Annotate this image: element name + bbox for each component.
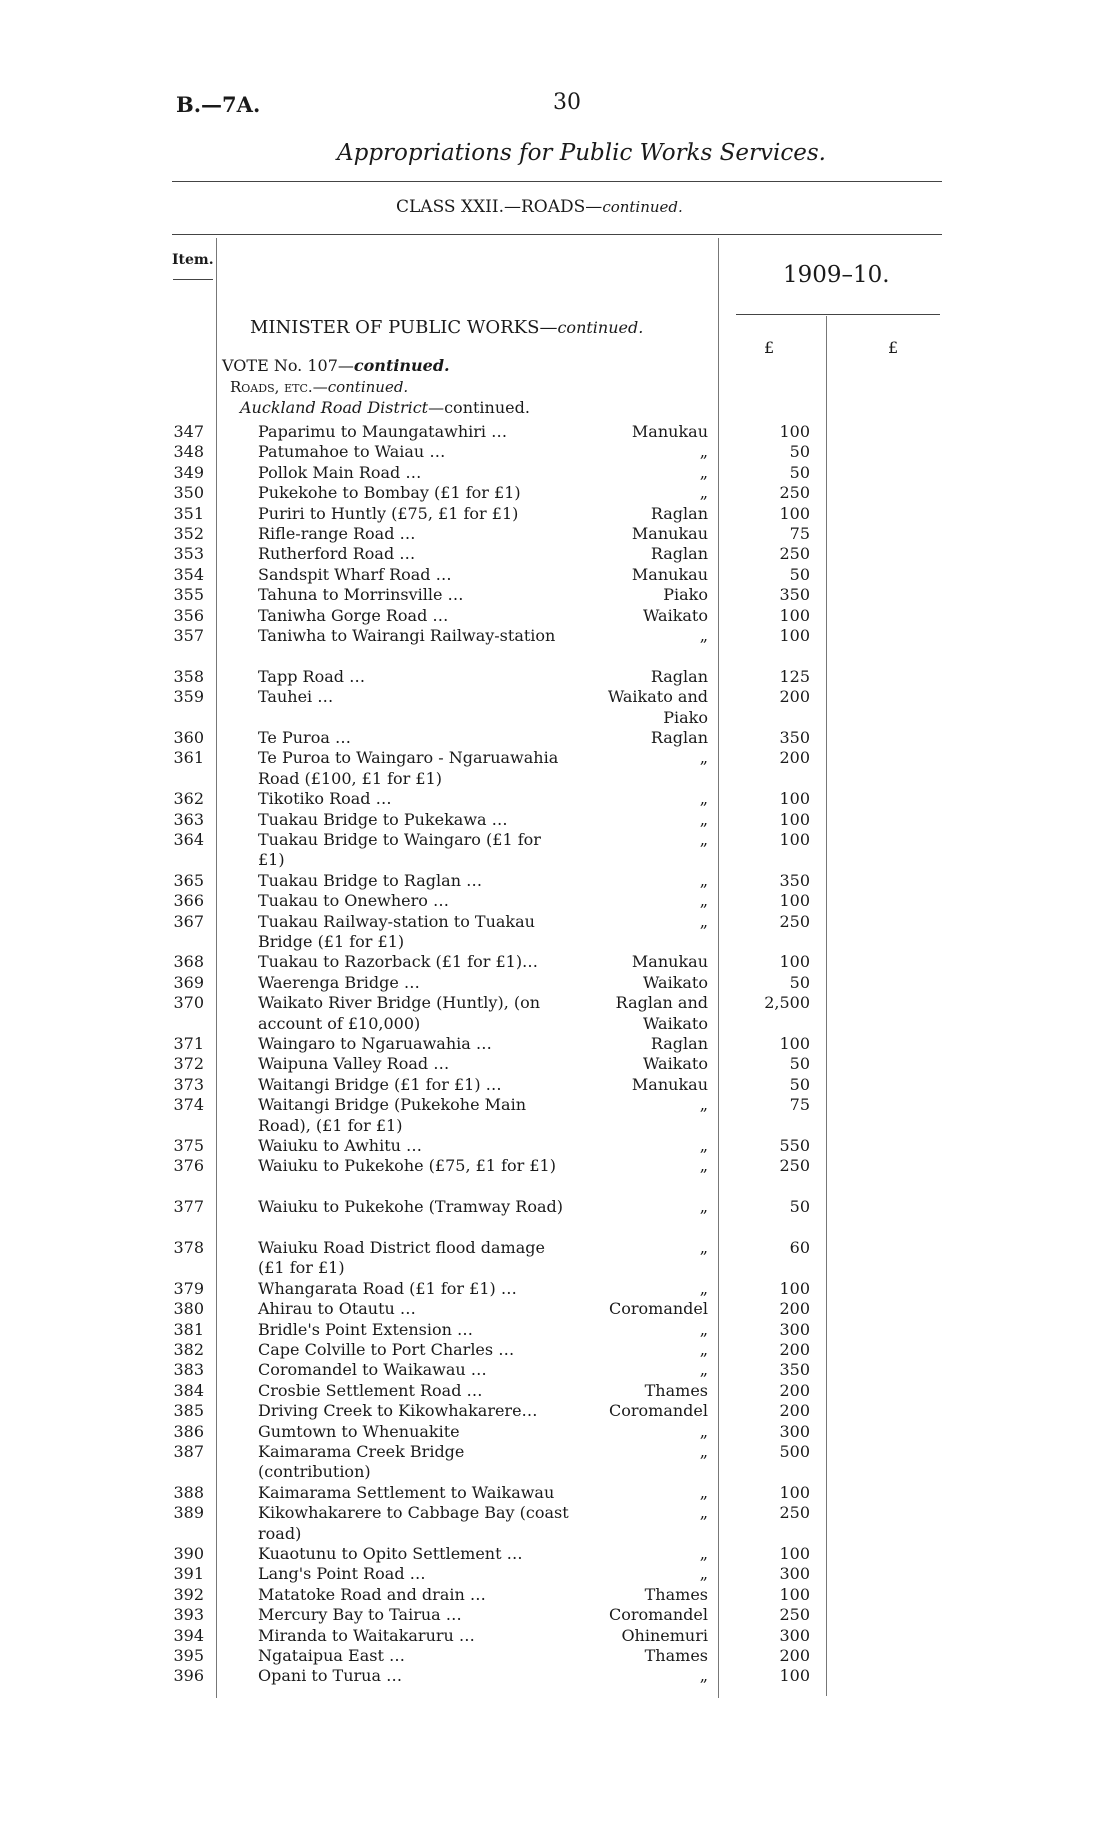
item-district: „	[699, 1564, 708, 1584]
item-description: Driving Creek to Kikowhakarere…	[258, 1401, 538, 1421]
item-district: Manukau	[631, 524, 708, 543]
item-district: Raglan	[650, 666, 708, 686]
item-amount: 100	[779, 626, 810, 645]
item-description: Mercury Bay to Tairua …	[258, 1605, 462, 1625]
item-description: Tuakau to Onewhero …	[258, 891, 450, 911]
currency-symbol-1: £	[764, 338, 775, 357]
item-district: „	[699, 626, 708, 645]
item-amount: 300	[779, 1319, 810, 1339]
item-district: „	[699, 1156, 708, 1176]
item-description: Paparimu to Maungatawhiri …	[258, 422, 508, 441]
item-description: Waiuku Road District flood damage (£1 for £1)	[258, 1238, 545, 1278]
item-amount: 200	[779, 1401, 810, 1421]
class-suffix: continued.	[602, 198, 683, 216]
item-description: Gumtown to Whenuakite	[258, 1421, 460, 1441]
class-heading	[396, 197, 683, 217]
item-district: „	[699, 1360, 708, 1380]
item-amount: 250	[779, 911, 810, 931]
item-number: 387	[173, 1442, 204, 1461]
item-number: 383	[173, 1360, 204, 1380]
item-number: 370	[173, 993, 204, 1013]
item-description: Tauhei …	[258, 687, 334, 707]
item-number: 351	[173, 503, 204, 523]
page-title: Appropriations for Public Works Services.	[337, 140, 826, 166]
item-amount: 350	[779, 870, 810, 890]
item-description: Te Puroa to Waingaro - Ngaruawahia Road (£100, £1 for £1)	[258, 748, 559, 788]
item-district: „	[699, 442, 708, 462]
item-description: Kikowhakarere to Cabbage Bay (coast road)	[258, 1503, 569, 1543]
item-description: Waitangi Bridge (Pukekohe Main Road), (£1 for £1)	[258, 1095, 526, 1135]
item-amount: 75	[789, 524, 810, 543]
item-description: Waiuku to Awhitu …	[258, 1136, 423, 1155]
item-description: Opani to Turua …	[258, 1666, 403, 1686]
item-district: „	[699, 1278, 708, 1298]
item-district: „	[699, 1503, 708, 1523]
item-amount: 100	[779, 1482, 810, 1502]
item-district: Waikato and Piako	[607, 687, 708, 727]
item-description: Cape Colville to Port Charles …	[258, 1340, 515, 1359]
item-description: Waiuku to Pukekohe (Tramway Road)	[258, 1197, 564, 1217]
item-number: 396	[173, 1666, 204, 1686]
item-amount: 100	[779, 809, 810, 829]
item-description: Te Puroa …	[258, 728, 351, 747]
item-district: Waikato	[642, 972, 708, 992]
item-number: 385	[173, 1401, 204, 1421]
currency-symbol-2: £	[888, 338, 899, 357]
item-number: 395	[173, 1646, 204, 1665]
item-description: Ngataipua East …	[258, 1646, 405, 1665]
item-number: 392	[173, 1584, 204, 1604]
item-description: Kaimarama Settlement to Waikawau	[258, 1482, 555, 1502]
item-description: Lang's Point Road …	[258, 1564, 426, 1584]
item-district: Waikato	[642, 605, 708, 625]
item-district: „	[699, 1197, 708, 1217]
item-number: 365	[173, 870, 204, 890]
item-district: „	[699, 1340, 708, 1359]
class-title: CLASS XXII.—ROADS—	[396, 197, 603, 217]
item-number: 380	[173, 1299, 204, 1319]
item-description: Waiuku to Pukekohe (£75, £1 for £1)	[258, 1156, 556, 1176]
item-description: Pollok Main Road …	[258, 462, 422, 482]
district-suffix: continued.	[444, 398, 530, 417]
item-district: Raglan and Waikato	[615, 993, 708, 1033]
item-description: Rifle-range Road …	[258, 524, 416, 543]
item-district: „	[699, 789, 708, 809]
item-amount: 50	[789, 972, 810, 992]
document-reference: B.—7A.	[176, 92, 261, 117]
item-description: Patumahoe to Waiau …	[258, 442, 446, 462]
item-amount: 100	[779, 952, 810, 972]
item-amount: 100	[779, 1666, 810, 1686]
minister-heading	[250, 317, 643, 338]
item-district: „	[699, 1442, 708, 1461]
item-amount: 500	[779, 1442, 810, 1461]
item-district: Manukau	[631, 952, 708, 972]
item-description: Sandspit Wharf Road …	[258, 564, 452, 584]
item-amount: 200	[779, 1299, 810, 1319]
vote-heading	[222, 356, 450, 375]
column-divider-district	[718, 238, 719, 1698]
item-number: 375	[173, 1136, 204, 1155]
item-district: „	[699, 870, 708, 890]
item-description: Bridle's Point Extension …	[258, 1319, 473, 1339]
item-amount: 50	[789, 564, 810, 584]
item-description: Miranda to Waitakaruru …	[258, 1625, 475, 1645]
item-number: 377	[173, 1197, 204, 1217]
header-rule	[172, 234, 942, 235]
item-number: 390	[173, 1544, 204, 1563]
item-amount: 250	[779, 1605, 810, 1625]
item-district: „	[699, 830, 708, 849]
item-number: 369	[173, 972, 204, 992]
item-description: Rutherford Road …	[258, 544, 416, 564]
item-district: Coromandel	[609, 1605, 708, 1625]
item-amount: 50	[789, 1074, 810, 1094]
item-description: Kaimarama Creek Bridge (contribution)	[258, 1442, 465, 1482]
item-district: Waikato	[642, 1054, 708, 1074]
item-description: Coromandel to Waikawau …	[258, 1360, 487, 1380]
item-description: Tuakau Bridge to Waingaro (£1 for £1)	[258, 830, 541, 870]
item-amount: 100	[779, 1034, 810, 1053]
year-column-header: 1909–10.	[783, 262, 890, 288]
item-district: Thames	[644, 1646, 708, 1665]
item-amount: 50	[789, 462, 810, 482]
page-number: 30	[553, 90, 581, 115]
column-divider-item	[216, 238, 217, 1698]
item-description: Tikotiko Road …	[258, 789, 392, 809]
item-amount: 250	[779, 1503, 810, 1523]
item-district: „	[699, 1136, 708, 1155]
item-number: 359	[173, 687, 204, 707]
item-description: Pukekohe to Bombay (£1 for £1)	[258, 483, 521, 503]
item-district: „	[699, 1319, 708, 1339]
item-description: Tapp Road …	[258, 666, 366, 686]
item-number: 347	[173, 422, 204, 441]
item-district: Thames	[644, 1584, 708, 1604]
item-description: Puriri to Huntly (£75, £1 for £1)	[258, 503, 519, 523]
title-rule	[172, 181, 942, 182]
district-heading	[240, 398, 530, 417]
minister-suffix: continued.	[557, 318, 644, 337]
item-amount: 2,500	[764, 993, 810, 1013]
item-number: 379	[173, 1278, 204, 1298]
item-amount: 100	[779, 422, 810, 441]
item-district: Piako	[663, 585, 708, 605]
item-number: 378	[173, 1238, 204, 1257]
vote-suffix: continued.	[353, 356, 450, 375]
item-district: Thames	[644, 1380, 708, 1400]
item-district: Manukau	[631, 422, 708, 441]
item-number: 371	[173, 1034, 204, 1053]
item-number: 376	[173, 1156, 204, 1176]
item-amount: 200	[779, 687, 810, 707]
item-district: Raglan	[650, 503, 708, 523]
column-divider-amount	[826, 316, 827, 1696]
item-description: Waingaro to Ngaruawahia …	[258, 1034, 492, 1053]
item-amount: 100	[779, 1278, 810, 1298]
item-number: 372	[173, 1054, 204, 1074]
item-description: Tuakau Bridge to Pukekawa …	[258, 809, 508, 829]
item-amount: 300	[779, 1421, 810, 1441]
item-district: „	[699, 1544, 708, 1563]
item-description: Waikato River Bridge (Huntly), (on account of £10,000)	[258, 993, 541, 1033]
item-district: „	[699, 809, 708, 829]
item-amount: 50	[789, 1054, 810, 1074]
item-number: 388	[173, 1482, 204, 1502]
item-amount: 125	[779, 666, 810, 686]
item-district: „	[699, 1095, 708, 1115]
item-amount: 200	[779, 1340, 810, 1359]
item-amount: 550	[779, 1136, 810, 1155]
item-number: 384	[173, 1380, 204, 1400]
item-description: Tahuna to Morrinsville …	[258, 585, 464, 605]
item-amount: 250	[779, 544, 810, 564]
item-number: 355	[173, 585, 204, 605]
item-description: Ahirau to Otautu …	[258, 1299, 416, 1319]
item-amount: 300	[779, 1625, 810, 1645]
item-amount: 100	[779, 1544, 810, 1563]
item-district: „	[699, 1238, 708, 1257]
item-number: 362	[173, 789, 204, 809]
year-header-rule	[736, 314, 940, 315]
item-description: Waitangi Bridge (£1 for £1) …	[258, 1074, 502, 1094]
item-number: 373	[173, 1074, 204, 1094]
item-amount: 200	[779, 748, 810, 768]
item-district: Coromandel	[609, 1401, 708, 1421]
item-description: Taniwha Gorge Road …	[258, 605, 449, 625]
item-number: 357	[173, 626, 204, 645]
item-amount: 350	[779, 585, 810, 605]
item-amount: 60	[789, 1238, 810, 1257]
roads-suffix: continued.	[327, 378, 409, 396]
item-description: Waerenga Bridge …	[258, 972, 420, 992]
item-district: Ohinemuri	[621, 1625, 708, 1645]
item-number: 386	[173, 1421, 204, 1441]
item-amount: 100	[779, 503, 810, 523]
roads-label: Roads, etc.—	[230, 378, 328, 396]
item-number: 354	[173, 564, 204, 584]
item-number: 352	[173, 524, 204, 543]
vote-label: VOTE No. 107—	[222, 356, 354, 375]
item-district: „	[699, 483, 708, 503]
item-number: 393	[173, 1605, 204, 1625]
item-number: 358	[173, 666, 204, 686]
item-district: „	[699, 1666, 708, 1686]
item-district: „	[699, 1421, 708, 1441]
roads-heading	[230, 378, 408, 396]
item-description: Matatoke Road and drain …	[258, 1584, 486, 1604]
item-number: 349	[173, 462, 204, 482]
item-amount: 250	[779, 1156, 810, 1176]
item-number: 356	[173, 605, 204, 625]
item-number: 382	[173, 1340, 204, 1359]
item-district: „	[699, 748, 708, 768]
item-amount: 100	[779, 1584, 810, 1604]
item-header-label: Item.	[172, 252, 214, 268]
item-number: 374	[173, 1095, 204, 1115]
item-district: „	[699, 911, 708, 931]
item-number: 381	[173, 1319, 204, 1339]
item-district: Raglan	[650, 1034, 708, 1053]
item-number: 367	[173, 911, 204, 931]
item-header-underline	[173, 279, 213, 280]
item-description: Taniwha to Wairangi Railway-station	[258, 626, 556, 645]
item-amount: 50	[789, 1197, 810, 1217]
item-district: Manukau	[631, 564, 708, 584]
item-number: 353	[173, 544, 204, 564]
item-amount: 100	[779, 789, 810, 809]
item-amount: 300	[779, 1564, 810, 1584]
item-district: „	[699, 891, 708, 911]
item-number: 361	[173, 748, 204, 768]
item-district: Raglan	[650, 544, 708, 564]
item-amount: 75	[789, 1095, 810, 1115]
item-description: Crosbie Settlement Road …	[258, 1380, 483, 1400]
district-label: Auckland Road District—	[240, 398, 445, 417]
item-number: 394	[173, 1625, 204, 1645]
item-column-header	[172, 252, 214, 268]
item-amount: 200	[779, 1380, 810, 1400]
item-description: Whangarata Road (£1 for £1) …	[258, 1278, 517, 1298]
item-description: Kuaotunu to Opito Settlement …	[258, 1544, 523, 1563]
item-number: 368	[173, 952, 204, 972]
item-amount: 250	[779, 483, 810, 503]
item-amount: 200	[779, 1646, 810, 1665]
item-number: 389	[173, 1503, 204, 1523]
item-district: Manukau	[631, 1074, 708, 1094]
item-district: Raglan	[650, 728, 708, 747]
item-number: 360	[173, 728, 204, 747]
item-amount: 50	[789, 442, 810, 462]
item-district: „	[699, 462, 708, 482]
item-description: Tuakau Bridge to Raglan …	[258, 870, 483, 890]
item-number: 350	[173, 483, 204, 503]
item-description: Waipuna Valley Road …	[258, 1054, 450, 1074]
item-number: 348	[173, 442, 204, 462]
item-district: „	[699, 1482, 708, 1502]
item-number: 366	[173, 891, 204, 911]
item-number: 391	[173, 1564, 204, 1584]
item-amount: 350	[779, 728, 810, 747]
item-amount: 100	[779, 605, 810, 625]
minister-label: MINISTER OF PUBLIC WORKS—	[250, 317, 558, 338]
item-amount: 100	[779, 830, 810, 849]
item-amount: 350	[779, 1360, 810, 1380]
item-number: 364	[173, 830, 204, 849]
item-description: Tuakau to Razorback (£1 for £1)…	[258, 952, 539, 972]
item-amount: 100	[779, 891, 810, 911]
item-number: 363	[173, 809, 204, 829]
item-description: Tuakau Railway-station to Tuakau Bridge (£1 for £1)	[258, 911, 535, 951]
item-district: Coromandel	[609, 1299, 708, 1319]
